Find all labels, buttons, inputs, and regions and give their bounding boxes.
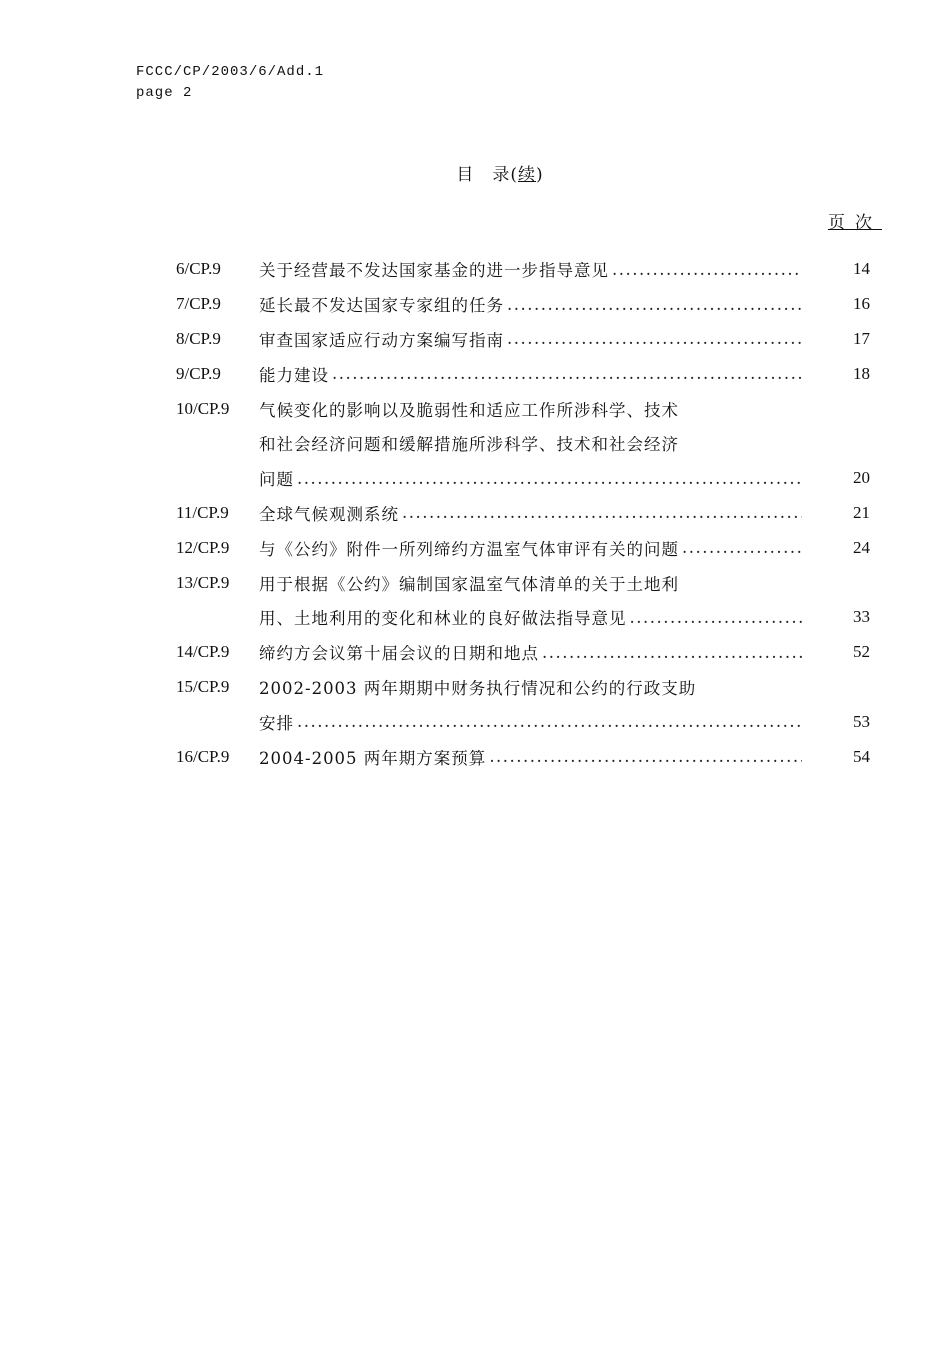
entry-title-text: 2002-2003 两年期期中财务执行情况和公约的行政支助: [259, 678, 697, 698]
entry-title-text: 气候变化的影响以及脆弱性和适应工作所涉科学、技术: [259, 400, 679, 420]
entry-title-text: 和社会经济问题和缓解措施所涉科学、技术和社会经济: [259, 435, 679, 455]
entry-title-text: 延长最不发达国家专家组的任务: [259, 296, 504, 316]
page-number: 14: [853, 259, 870, 279]
page-number: 16: [853, 294, 870, 314]
entry-title-text: 全球气候观测系统: [259, 504, 399, 524]
dot-leader: [507, 329, 802, 348]
entry-title: [259, 257, 802, 281]
dot-leader: [297, 712, 802, 731]
page-number: 17: [853, 328, 870, 348]
entry-title-text: 用、土地利用的变化和林业的良好做法指导意见: [259, 609, 627, 629]
toc-entry[interactable]: [176, 635, 870, 670]
entry-title: [259, 710, 802, 734]
decision-code: 6/CP.9: [176, 259, 221, 279]
toc-line: [176, 704, 870, 739]
entry-title: [259, 362, 802, 386]
entry-title-text: 缔约方会议第十届会议的日期和地点: [259, 644, 539, 664]
entry-title: [259, 466, 802, 490]
page-title: [0, 160, 950, 185]
decision-code: 13/CP.9: [176, 572, 230, 592]
page-number: 24: [853, 537, 870, 557]
entry-title: [259, 536, 802, 560]
page-number: 21: [853, 502, 870, 522]
toc-entry[interactable]: [176, 670, 870, 740]
toc-line: [176, 530, 870, 565]
entry-title-text: 用于根据《公约》编制国家温室气体清单的关于土地利: [259, 574, 679, 594]
page-number-label: page 2: [136, 85, 193, 101]
toc-line: [176, 252, 870, 287]
toc-entry[interactable]: [176, 252, 870, 287]
entry-title: [259, 397, 802, 421]
entry-title-text: 安排: [259, 713, 294, 733]
toc-entry[interactable]: [176, 565, 870, 635]
entry-title-text: 审查国家适应行动方案编写指南: [259, 330, 504, 350]
decision-code: 9/CP.9: [176, 363, 221, 383]
decision-code: 14/CP.9: [176, 642, 230, 662]
decision-code: 12/CP.9: [176, 537, 230, 557]
toc-line: [176, 391, 870, 426]
toc-line: [176, 565, 870, 600]
page-number: 20: [853, 468, 870, 488]
toc-line: [176, 670, 870, 705]
decision-code: 16/CP.9: [176, 746, 230, 766]
decision-code: 15/CP.9: [176, 676, 230, 696]
entry-title-text: 能力建设: [259, 365, 329, 385]
page-number: 33: [853, 607, 870, 627]
dot-leader: [682, 538, 802, 557]
entry-title: [259, 431, 802, 455]
toc-entry[interactable]: [176, 287, 870, 322]
entry-title: [259, 327, 802, 351]
decision-code: 7/CP.9: [176, 294, 221, 314]
dot-leader: [542, 643, 802, 662]
dot-leader: [507, 295, 802, 314]
entry-title-text: 关于经营最不发达国家基金的进一步指导意见: [259, 261, 609, 281]
toc-line: [176, 287, 870, 322]
page-number: 18: [853, 363, 870, 383]
toc-entry[interactable]: [176, 356, 870, 391]
decision-code: 11/CP.9: [176, 502, 229, 522]
entry-title: [259, 605, 802, 629]
title-continued: 续: [518, 165, 536, 185]
entry-title-text: 与《公约》附件一所列缔约方温室气体审评有关的问题: [259, 539, 679, 559]
decision-code: 8/CP.9: [176, 328, 221, 348]
entry-title: [259, 571, 802, 595]
entry-title: [259, 745, 802, 769]
toc-line: [176, 739, 870, 774]
toc-entry[interactable]: [176, 530, 870, 565]
decision-code: 10/CP.9: [176, 398, 230, 418]
toc-entry[interactable]: [176, 391, 870, 495]
dot-leader: [297, 469, 802, 488]
entry-title-text: 2004-2005 两年期方案预算: [259, 748, 487, 768]
page-number: 53: [853, 711, 870, 731]
document-header: [136, 62, 324, 104]
toc-line: [176, 461, 870, 496]
page-column-header: 页次: [828, 213, 882, 233]
dot-leader: [332, 364, 802, 383]
dot-leader: [612, 260, 802, 279]
title-close: ): [536, 165, 544, 185]
toc-entry[interactable]: [176, 496, 870, 531]
toc-entry[interactable]: [176, 322, 870, 357]
toc-entry[interactable]: [176, 739, 870, 774]
title-main: 目 录(: [456, 165, 518, 185]
entry-title: [259, 640, 802, 664]
dot-leader: [630, 608, 803, 627]
dot-leader: [402, 503, 802, 522]
toc-line: [176, 600, 870, 635]
page-number: 54: [853, 746, 870, 766]
document-symbol: FCCC/CP/2003/6/Add.1: [136, 64, 325, 80]
toc-line: [176, 496, 870, 531]
table-of-contents: [176, 252, 870, 774]
toc-line: [176, 635, 870, 670]
toc-line: [176, 322, 870, 357]
entry-title: [259, 501, 802, 525]
toc-line: [176, 356, 870, 391]
entry-title: [259, 675, 802, 699]
toc-line: [176, 426, 870, 461]
page-number: 52: [853, 642, 870, 662]
dot-leader: [489, 747, 802, 766]
entry-title-text: 问题: [259, 470, 294, 490]
entry-title: [259, 292, 802, 316]
